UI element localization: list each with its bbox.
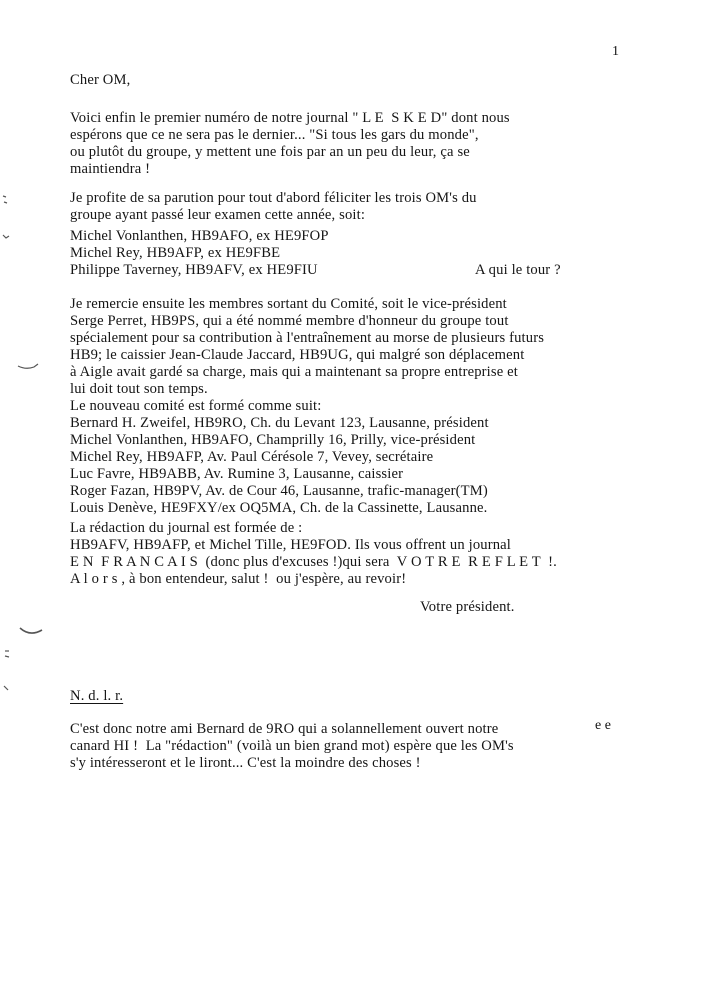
page-number: 1 — [612, 44, 619, 59]
paragraph-line: Je remercie ensuite les membres sortant du Comité, soit le vice-président — [70, 296, 507, 312]
paragraph-line: Je profite de sa parution pour tout d'abord féliciter les trois OM's du — [70, 190, 477, 206]
salutation: Cher OM, — [70, 72, 131, 88]
note-line: canard HI ! La "rédaction" (voilà un bien grand mot) espère que les OM's — [70, 738, 514, 754]
paragraph-line: HB9AFV, HB9AFP, et Michel Tille, HE9FOD. Ils vous offrent un journal — [70, 537, 512, 553]
paragraph-line: La rédaction du journal est formée de : — [70, 520, 303, 536]
note-heading: N. d. l. r. — [70, 688, 124, 704]
note-line: C'est donc notre ami Bernard de 9RO qui a solannellement ouvert notre — [70, 721, 499, 737]
paragraph-line: Le nouveau comité est formé comme suit: — [70, 398, 322, 414]
note-line: s'y intéresseront et le liront... C'est la moindre des choses ! — [70, 755, 421, 771]
graduate-line: Philippe Taverney, HB9AFV, ex HE9FIU — [70, 262, 318, 278]
binding-hole-mark — [4, 686, 8, 690]
question-text: A qui le tour ? — [475, 262, 561, 278]
committee-line: Roger Fazan, HB9PV, Av. de Cour 46, Lausanne, trafic-manager(TM) — [70, 483, 488, 499]
binding-hole-mark — [3, 196, 6, 197]
paragraph-line: groupe ayant passé leur examen cette année, soit: — [70, 207, 366, 223]
margin-tick-mark — [18, 364, 38, 368]
paragraph-line: E N F R A N C A I S (donc plus d'excuses !)qui sera V O T R E R E F L E T !. — [70, 554, 557, 570]
binding-hole-mark — [3, 235, 9, 238]
signature: Votre président. — [420, 599, 515, 615]
committee-line: Bernard H. Zweifel, HB9RO, Ch. du Levant 123, Lausanne, président — [70, 415, 489, 431]
paragraph-line: à Aigle avait gardé sa charge, mais qui a maintenant sa propre entreprise et — [70, 364, 518, 380]
paragraph-line: HB9; le caissier Jean-Claude Jaccard, HB9UG, qui malgré son déplacement — [70, 347, 525, 363]
graduate-line: Michel Rey, HB9AFP, ex HE9FBE — [70, 245, 281, 261]
graduate-line: Michel Vonlanthen, HB9AFO, ex HE9FOP — [70, 228, 329, 244]
paragraph-line: A l o r s , à bon entendeur, salut ! ou j'espère, au revoir! — [70, 571, 407, 587]
paragraph-line: ou plutôt du groupe, y mettent une fois par an un peu du leur, ça se — [70, 144, 470, 160]
paragraph-line: maintiendra ! — [70, 161, 151, 177]
paragraph-line: Voici enfin le premier numéro de notre journal " L E S K E D" dont nous — [70, 110, 510, 126]
committee-line: Louis Denève, HE9FXY/ex OQ5MA, Ch. de la Cassinette, Lausanne. — [70, 500, 488, 516]
binding-hole-mark — [4, 202, 7, 203]
paragraph-line: Serge Perret, HB9PS, qui a été nommé membre d'honneur du groupe tout — [70, 313, 509, 329]
committee-line: Michel Vonlanthen, HB9AFO, Champrilly 16, Prilly, vice-président — [70, 432, 476, 448]
committee-line: Michel Rey, HB9AFP, Av. Paul Cérésole 7, Vevey, secrétaire — [70, 449, 434, 465]
paragraph-line: espérons que ce ne sera pas le dernier... "Si tous les gars du monde", — [70, 127, 479, 143]
superscript-mark: e e — [595, 718, 611, 733]
committee-line: Luc Favre, HB9ABB, Av. Rumine 3, Lausanne, caissier — [70, 466, 404, 482]
paragraph-line: spécialement pour sa contribution à l'entraînement au morse de plusieurs futurs — [70, 330, 545, 346]
binding-hole-mark — [5, 656, 9, 657]
margin-curve-mark — [20, 628, 42, 633]
paragraph-line: lui doit tout son temps. — [70, 381, 208, 397]
